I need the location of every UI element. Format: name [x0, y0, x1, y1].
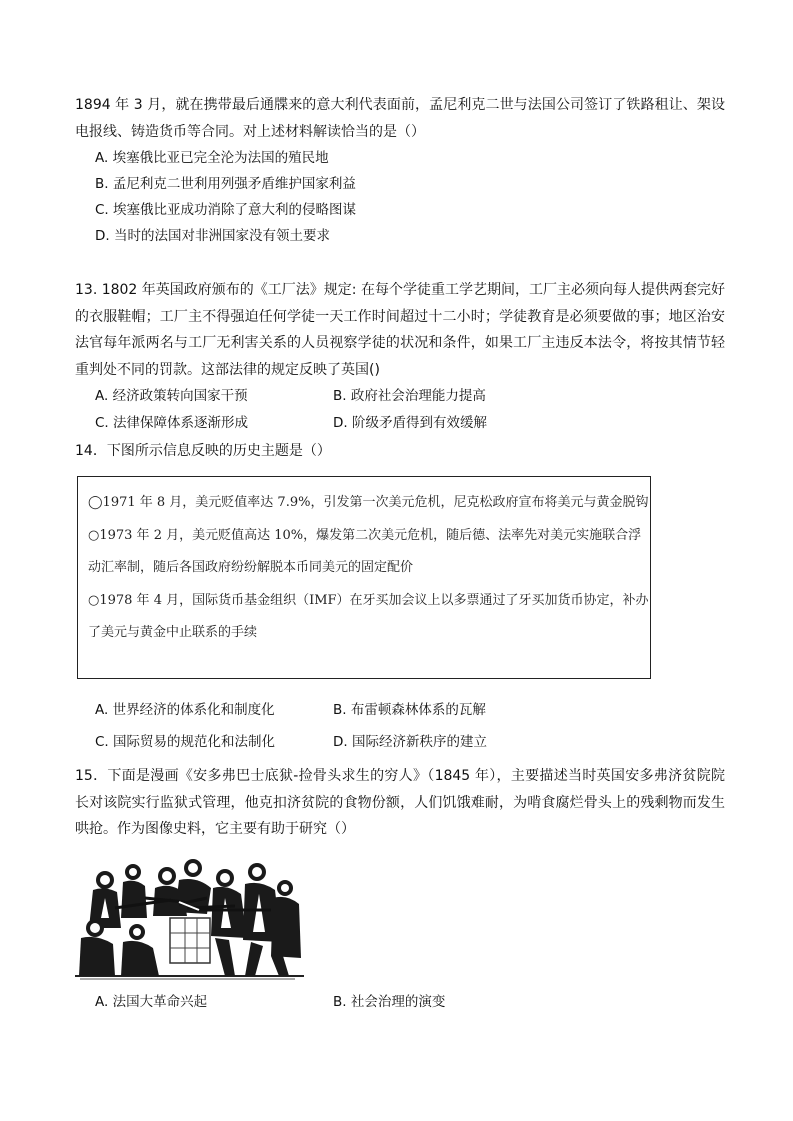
question-12-text: 1894 年 3 月，就在携带最后通牒来的意大利代表面前，孟尼利克二世与法国公司签订了铁路租让、架设电报线、铸造货币等合同。对上述材料解读恰当的是（）	[75, 97, 725, 140]
q13-option-a: A. 经济政策转向国家干预	[95, 388, 248, 404]
q13-option-c: C. 法律保障体系逐渐形成	[95, 415, 249, 431]
question-13	[75, 277, 725, 437]
question-13-text: 13. 1802 年英国政府颁布的《工厂法》规定: 在每个学徒重工学艺期间，工厂主必须向每人提供两套完好的衣服鞋帽；工厂主不得强迫任何学徒一天工作时间超过十二小时；学徒教育是必须要做的事；地区治安法官每年派两名与工厂无利害关系的人员视察学徒的状况和条件，如果工厂主违反本法令，将按其情节轻重判处不同的罚款。这部法律的规定反映了英国()	[75, 282, 725, 378]
q13-options	[75, 383, 725, 437]
question-14-options	[75, 694, 725, 758]
q12-option-a: A. 埃塞俄比亚已完全沦为法国的殖民地	[95, 150, 329, 166]
q13-option-b: B. 政府社会治理能力提高	[333, 388, 486, 404]
material-box	[77, 476, 651, 679]
q14-option-b: B. 布雷顿森林体系的瓦解	[333, 702, 486, 718]
question-14-text: 14．下图所示信息反映的历史主题是（）	[75, 443, 331, 459]
q12-option-c: C. 埃塞俄比亚成功消除了意大利的侵略图谋	[95, 202, 357, 218]
question-12	[75, 92, 725, 249]
q12-option-d: D. 当时的法国对非洲国家没有领土要求	[95, 228, 330, 244]
q14-option-a: A. 世界经济的体系化和制度化	[95, 702, 275, 718]
material-line-1973: ○1973 年 2 月，美元贬值高达 10%，爆发第二次美元危机，随后德、法率先对美元实施联合浮动汇率制，随后各国政府纷纷解脱本币同美元的固定配价	[88, 527, 642, 575]
question-15	[75, 763, 725, 843]
q15-option-a: A. 法国大革命兴起	[95, 994, 208, 1010]
question-15-text: 15．下面是漫画《安多弗巴士底狱-捡骨头求生的穷人》（1845 年），主要描述当时英国安多弗济贫院院长对该院实行监狱式管理，他克扣济贫院的食物份额，人们饥饿难耐，为啃食腐烂骨头上的残剩物而发生哄抢。作为图像史料，它主要有助于研究（）	[75, 768, 725, 837]
question-15-options	[75, 987, 725, 1017]
q12-option-b: B. 孟尼利克二世利用列强矛盾维护国家利益	[95, 176, 356, 192]
material-line-1978: ○1978 年 4 月，国际货币基金组织（IMF）在牙买加会议上以多票通过了牙买加货币协定，补办了美元与黄金中止联系的手续	[88, 592, 649, 640]
question-14	[75, 438, 725, 465]
material-line-1971: ◯1971 年 8 月，美元贬值率达 7.9%，引发第一次美元危机，尼克松政府宣布将美元与黄金脱钩	[88, 495, 649, 510]
q15-option-b: B. 社会治理的演变	[333, 994, 446, 1010]
q14-option-c: C. 国际贸易的规范化和法制化	[95, 734, 276, 750]
q14-option-d: D. 国际经济新秩序的建立	[333, 734, 487, 750]
cartoon-image	[75, 858, 304, 982]
q13-option-d: D. 阶级矛盾得到有效缓解	[333, 415, 487, 431]
